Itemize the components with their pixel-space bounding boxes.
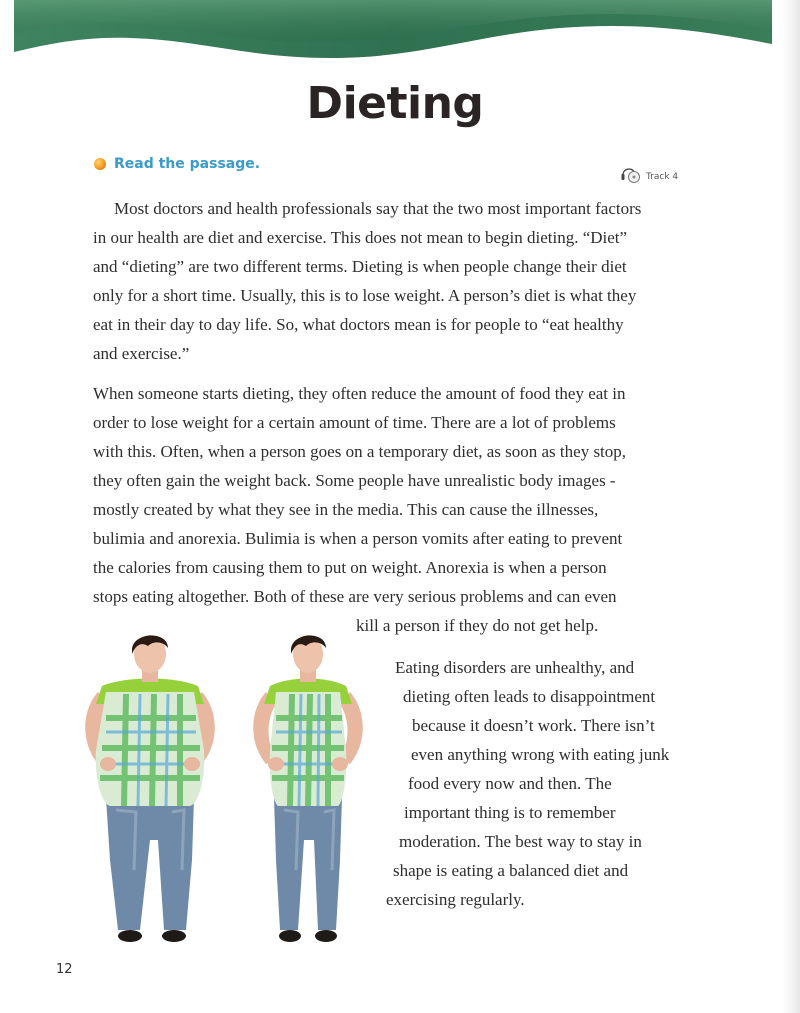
page-number: 12 [56, 962, 73, 977]
text-line: in our health are diet and exercise. This does not mean to begin dieting. “Diet” [93, 228, 628, 247]
text-line: moderation. The best way to stay in [399, 832, 642, 851]
text-line: kill a person if they do not get help. [356, 616, 599, 635]
text-line: dieting often leads to disappointment [403, 687, 656, 706]
text-line: only for a short time. Usually, this is to lose weight. A person’s diet is what they [93, 286, 637, 305]
bullet-icon [94, 158, 106, 170]
text-line: When someone starts dieting, they often reduce the amount of food they eat in [93, 384, 626, 403]
instruction-text: Read the passage. [114, 156, 261, 172]
text-line: even anything wrong with eating junk [411, 745, 670, 764]
text-line: Eating disorders are unhealthy, and [395, 658, 635, 677]
paragraph-1 [93, 194, 705, 368]
text-line: and exercise.” [93, 344, 190, 363]
person-photo-after [240, 630, 376, 950]
paragraph-3 [386, 653, 716, 914]
text-line: order to lose weight for a certain amount of time. There are a lot of problems [93, 413, 616, 432]
text-line: shape is eating a balanced diet and [393, 861, 629, 880]
page-edge [782, 0, 800, 1013]
text-line: important thing is to remember [404, 803, 616, 822]
text-line: with this. Often, when a person goes on a temporary diet, as soon as they stop, [93, 442, 627, 461]
paragraph-2 [93, 379, 705, 640]
text-line: and “dieting” are two different terms. Dieting is when people change their diet [93, 257, 627, 276]
header-banner [0, 0, 800, 70]
text-line: Most doctors and health professionals say that the two most important factors [114, 199, 642, 218]
track-label: Track 4 [646, 172, 679, 182]
audio-track[interactable] [620, 163, 678, 183]
text-line: mostly created by what they see in the media. This can cause the illnesses, [93, 500, 599, 519]
text-line: stops eating altogether. Both of these are very serious problems and can even [93, 587, 617, 606]
text-line: bulimia and anorexia. Bulimia is when a person vomits after eating to prevent [93, 529, 623, 548]
instruction [94, 156, 260, 172]
headphones-cd-icon [620, 163, 642, 183]
person-photo-before [76, 630, 224, 950]
page-title: Dieting [306, 78, 484, 129]
text-line: the calories from causing them to put on weight. Anorexia is when a person [93, 558, 607, 577]
text-line: exercising regularly. [386, 890, 525, 909]
text-line: food every now and then. The [408, 774, 612, 793]
text-line: because it doesn’t work. There isn’t [412, 716, 655, 735]
text-line: eat in their day to day life. So, what doctors mean is for people to “eat healthy [93, 315, 624, 334]
text-line: they often gain the weight back. Some people have unrealistic body images - [93, 471, 616, 490]
